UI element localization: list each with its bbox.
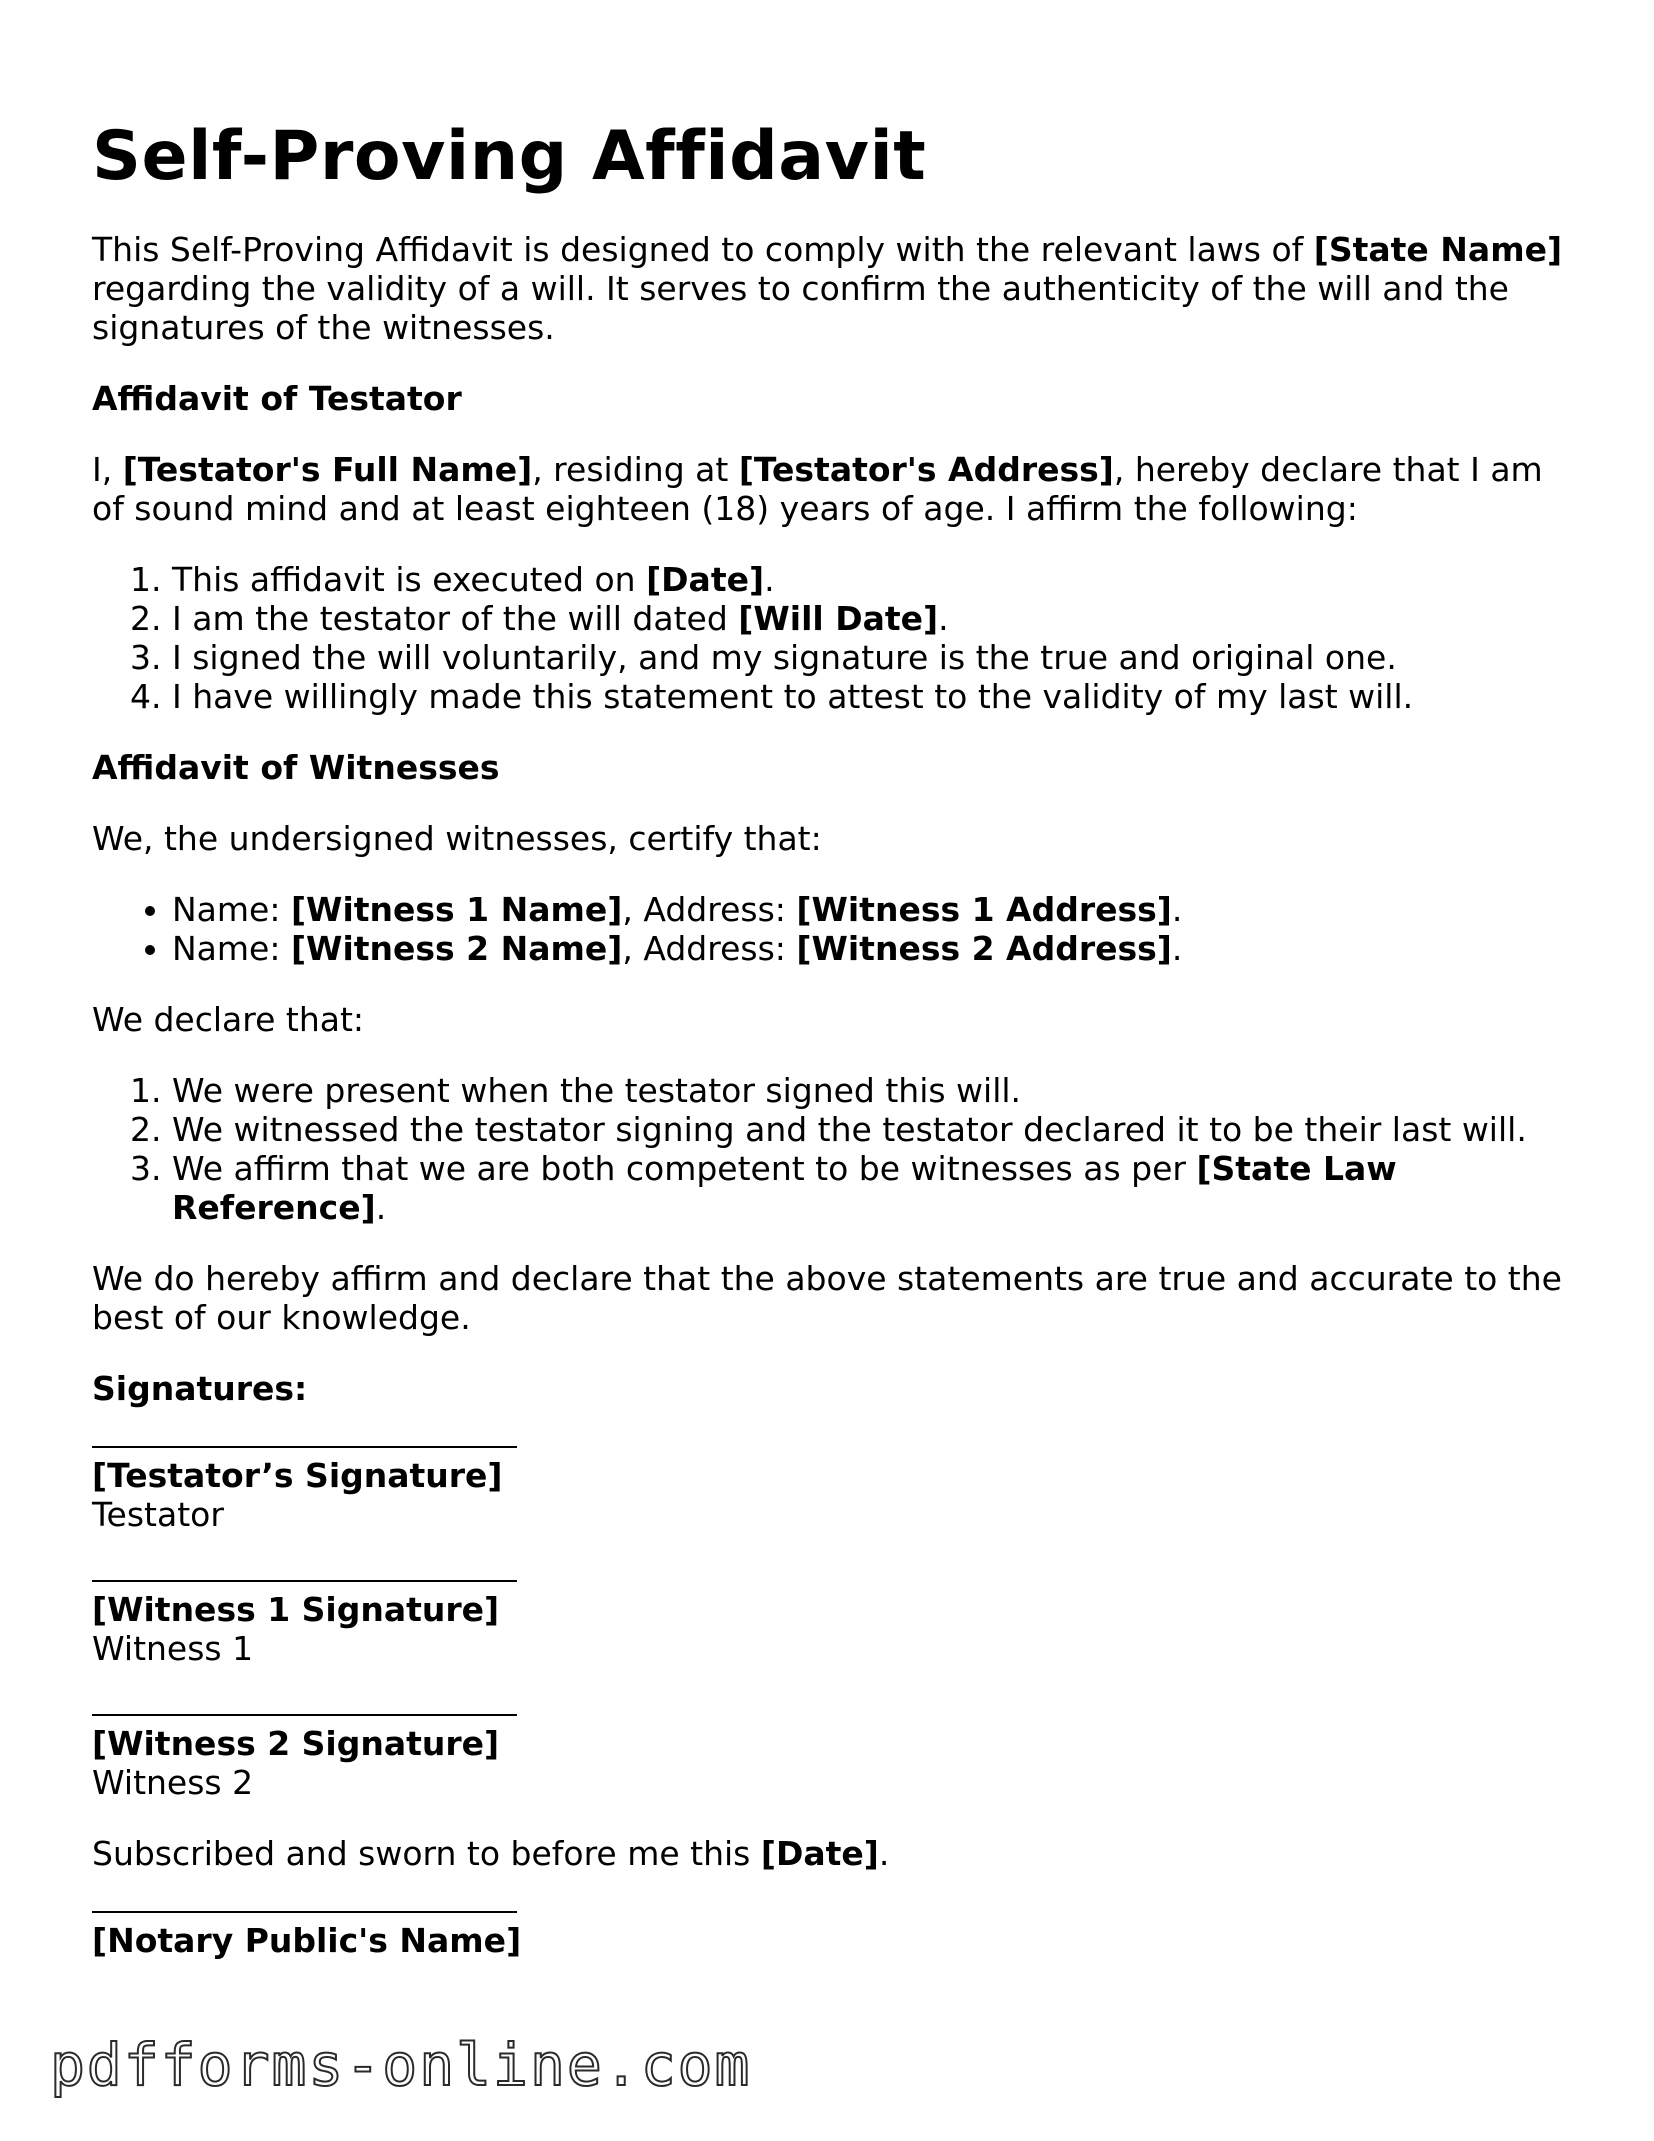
- sworn-statement: Subscribed and sworn to before me this [Date].: [92, 1834, 890, 1873]
- witness-list: [92, 890, 1572, 968]
- state-name-placeholder: [State Name]: [1313, 230, 1563, 269]
- list-item: • Name: [Witness 1 Name], Address: [Witness 1 Address].: [172, 890, 1572, 929]
- testator-section-heading: Affidavit of Testator: [92, 379, 462, 418]
- signature-placeholder: [Witness 1 Signature]: [92, 1590, 500, 1629]
- list-item: 1. We were present when the testator signed this will.: [172, 1071, 1572, 1110]
- signature-role: Witness 1: [92, 1629, 254, 1668]
- testator-name-placeholder: [Testator's Full Name]: [122, 450, 533, 489]
- testator-declaration: I, [Testator's Full Name], residing at [Testator's Address], hereby declare that I am of sound mind and at least eighteen (18) years of age. I affirm the following:: [92, 450, 1543, 528]
- sworn-date-placeholder: [Date]: [760, 1834, 879, 1873]
- witness-2-signature-line[interactable]: [92, 1714, 517, 1716]
- list-item: 2. I am the testator of the will dated [Will Date].: [172, 599, 1572, 638]
- testator-affirmations-list: [92, 560, 1572, 716]
- witness-2-signature-block: [92, 1714, 1572, 1802]
- testator-signature-block: [92, 1446, 1572, 1534]
- signatures-heading: Signatures:: [92, 1369, 308, 1408]
- signature-role: Testator: [92, 1495, 224, 1534]
- witness-affirm-text: We do hereby affirm and declare that the above statements are true and accurate to the best of our knowledge.: [92, 1259, 1562, 1337]
- list-item: 4. I have willingly made this statement to attest to the validity of my last will.: [172, 677, 1572, 716]
- list-item: 3. I signed the will voluntarily, and my signature is the true and original one.: [172, 638, 1572, 677]
- witness-section-heading: Affidavit of Witnesses: [92, 748, 500, 787]
- list-item: 1. This affidavit is executed on [Date].: [172, 560, 1572, 599]
- testator-address-placeholder: [Testator's Address]: [738, 450, 1114, 489]
- testator-signature-line[interactable]: [92, 1446, 517, 1448]
- signature-placeholder: [Witness 2 Signature]: [92, 1724, 500, 1763]
- document-page: [92, 112, 1572, 1960]
- witness-1-signature-line[interactable]: [92, 1580, 517, 1582]
- notary-name-placeholder: [Notary Public's Name]: [92, 1921, 522, 1960]
- intro-paragraph: This Self-Proving Affidavit is designed to comply with the relevant laws of [State Name] regarding the validity of a will. It serves to confirm the authenticity of the will and the signatures of the witnesses.: [92, 230, 1563, 347]
- signature-role: Witness 2: [92, 1763, 254, 1802]
- notary-signature-block: [92, 1911, 1572, 1960]
- witness-certify-text: We, the undersigned witnesses, certify that:: [92, 819, 822, 858]
- notary-signature-line[interactable]: [92, 1911, 517, 1913]
- witness-1-signature-block: [92, 1580, 1572, 1668]
- list-item: 2. We witnessed the testator signing and the testator declared it to be their last will.: [172, 1110, 1572, 1149]
- list-item: • Name: [Witness 2 Name], Address: [Witness 2 Address].: [172, 929, 1572, 968]
- witness-declarations-list: [92, 1071, 1572, 1227]
- watermark: pdfforms-online.com: [50, 2031, 752, 2099]
- signature-placeholder: [Testator’s Signature]: [92, 1456, 503, 1495]
- list-item: 3. We affirm that we are both competent to be witnesses as per [State Law Reference].: [172, 1149, 1572, 1227]
- page-title: Self-Proving Affidavit: [92, 117, 927, 196]
- witness-declare-text: We declare that:: [92, 1000, 365, 1039]
